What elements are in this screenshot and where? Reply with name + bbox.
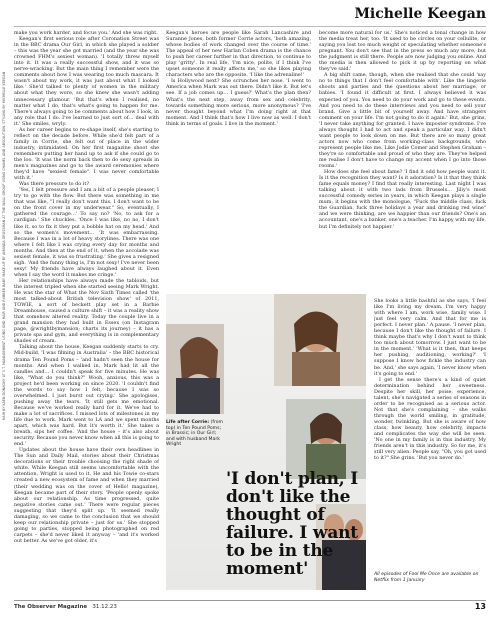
- paragraph: Keegan's first serious role after Coronation Street was in the BBC drama Our Girl, in which she played a soldier – this was the year she got married (and the year she was crowned FHM's sexiest woman). 'I totally threw myself into it. It was a really successful show, and it was so nerve-wracking. But the main thing I remember were the comments about how I was wearing too much mascara. It wasn't about my work, it was just about what I looked like.' She'd talked to plenty of women in the military about what they wore, so she knew she wasn't adding unnecessary glamour. 'But that's when I realised, no matter what I do, that's what's going to happen for me. There's always going to be comments about how I look, in any role that I do. I've learned to just sort of… deal with it.' She smiles, wryly.: [14, 36, 159, 127]
- paragraph: Is Hollywood next? She scrunches her nose. 'I went to America when Mark was out there. Didn't like it. But let's see. If a job comes up… I guess?' What's the plan then? What's the next step, away from sex and celebrity, towards something more serious, more anonymous? 'I've never thought beyond what I'm doing right at that moment. And I think that's how I live now as well. I don't think in terms of goals. I live in the moment.': [166, 78, 311, 127]
- availability-note: All episodes of Fool Me Once are available on Netflix from 1 January: [374, 572, 479, 583]
- article-column-3-top: [319, 30, 486, 295]
- paragraph-question: Was there pressure to do it?: [19, 181, 89, 188]
- photo-credit: HAIR BY KAEN DONAGHY AT S.T. MANAGEMENT USING GHD HAIR AND RUBBER BABY. MAKE-UP BY AMANDA GROSSMAN AT THE WALL GROUP USING CHANEL AND ABSOLUTION. STYLING BY MICHELLE KEEGAN: [2, 71, 6, 420]
- caption-lead: Life after Corrie:: [166, 420, 210, 425]
- paragraph: Keegan's heroes are people like Sarah Lancashire and Suranne Jones, both former Corrie actors, 'both amazing, whose bodies of work changed over the course of time.' The appeal of her new Harlan Coben drama is the chance to push her career further in that direction, to continue to play 'gritty'. In real life, 'I'm nice, polite, if I think I've upset someone it really affects me,' so she likes playing characters who are the opposite. 'I like the adrenaline!': [166, 30, 311, 79]
- caption-text: (from top) in Ten Pound Poms; in Brassic; in Our Girl; and with husband Mark Wright: [166, 420, 224, 448]
- paragraph: Her relationships have always made the tabloids, but the interest tripled when she started seeing Mark Wright. He was the star of What the Nov Sixth Times called 'the most talked-about British television show' of 2011, TOWIE, a sort of beckett play set in a Barbie Dreamhouse, caused a culture shift – it was a reality show that somehow altered reality. Today the couple live in a grand mansion they had built in Essex (on Instagram page, @wrightbymansion; charts its journey) – it has a private spa and gym, and everything is in complementary shades of cream.: [14, 277, 159, 345]
- paragraph: Updates about the house have their own headlines in The Sun and Daily Mail, stories about their Christmas decorations or their trouble choosing the right shade of white. While Keegan still seems uncomfortable with the attention, Wright is used to it. He and his Towie co-stars created a new ecosystem of fame and when they married (their wedding was on the cover of Hello! magazine), Keegan became part of their story. 'People openly spoke about our relationship. As time progressed, quite negative stories came out.' There were regular pieces suggesting that they'd split up. 'It seemed really damaging, so we came to the conclusion that we should keep our relationship private – just for us.' She stopped going to parties, stopped being photographed on red carpets – she'd never liked it anyway – 'and it's worked out better. As we've got older, it's: [14, 447, 159, 544]
- footer-divider: [14, 600, 486, 601]
- article-column-3-bottom: [374, 298, 486, 568]
- photo-caption: [166, 420, 226, 448]
- issue-date: 31.12.23: [92, 604, 117, 610]
- paragraph: I get the sense there's a kind of quiet determination behind her sweetness. Despite her skill, her poise, experience, talent, she's navigated a series of seasons in order to be recognised as a serious actor. Not that she's complaining – she walks through the world smiling, in gratitude, wonder, twinkling. But she is aware of how class, how beauty, how celebrity, impacts and complicates the way she will be seen. 'No one in my family is in this industry. My friends aren't in this industry. So for me, it's still very alien. People say, "Oh, you got used to it?" She grins. 'But you never do.': [374, 376, 486, 462]
- header-divider: [14, 26, 486, 27]
- paragraph: As her career begins to re-shape itself, she's starting to reflect on the decade before. While she'd felt part of a family in Corrie, she felt out of place in the wider industry, intimidated. On her first magazine shoot she remembers putting her hand up to ask if she could go to the loo. 'It was the norm back then to do sexy spreads in men's magazines and go to the award ceremonies where they'd have "sexiest female". I was never comfortable with it.': [14, 126, 159, 182]
- paragraph: 'Yes, I felt pressure and I am a bit of a people pleaser, I try to go with the flow. But there was something in me that was like, "I really don't want this. I don't want to be on the front cover in my underwear." So, eventually, I gathered the courage…' To say no? 'No, to ask for a cardigan.' She chuckles. 'Once I was like, no no, I don't like it, so to fix it they put a bobble hat on my head.' And so the women's movement… 'It was embarrassing. Because I was in a lot of heavy storylines. There was one where I felt like I was crying every day for months and months. And then at the end of it, when the accolade was sexiest female, it was so frustrating.' She gives a resigned sigh. 'And the funny thing is, I'm not sexy! I've never been sexy! My friends have always laughed about it. Even when I say the word it makes me cringe.': [14, 187, 159, 278]
- paragraph: make you work harder, and focus you.' And she was right.: [14, 30, 158, 36]
- article-column-1: [14, 30, 159, 590]
- page-number: 13: [474, 602, 486, 611]
- paragraph: How does she feel about fame? 'I find it odd how people want it. Is it the recognition they want? Is it adoration? Is it that they think fame equals money? I find that really interesting. Last night I was talking about it with two lads from Brussels… Jiliy's most successful comedy series in years, in which Keegan plays a single mum; it begins with the monologue, "Fuck the middle class, fuck the Guardian, fuck three holidays a year and drinking red wine" and we were thinking, are we happier than our friends? One's an accountant, one's a banker, one's a teacher. I'm happy with my life, but I'm definitely not happier.': [319, 169, 486, 230]
- paragraph: become more natural for us.' She's noticed a tonal change in how the media treat her, too. 'It used to be circles on your cellulite, or saying you lost too much weight or speculating whether someone's pregnant. You don't see that in the press so much any more, but the judgment is still there. People are now judging you online. And the media is then allowed to pick it up by reporting on what they've said.': [319, 30, 486, 73]
- paragraph: Talking about the house, Keegan suddenly starts to cry. Mid-build, 'I was filming in Australia' – the BBC historical drama Ten Pound Poms – 'and hadn't seen the house for months. And when I walked in, Mark had lit all the candles and… I couldn't speak for five minutes. He was like, "What do you think?" Wooh, anxious, this was a project he'd been working on since 2020. 'I couldn't find the words to say how I felt, because I was so overwhelmed. I just burst out crying.' She apologises, pushing away the tears. 'It still gets me emotional. Because we've worked really hard for it. We've had to make a lot of sacrifices. I missed lots of milestones in my life due to work. Mark went to LA and we spent months apart, which was hard. But it's worth it.' She takes a breath, sips her coffee. 'And the house – it's also about security. Because you never know when all this is going to end.': [14, 344, 159, 448]
- footer-publication: [14, 604, 117, 610]
- paragraph: She looks a little bashful as she says, 'I feel like I'm living my dream. I'm very happy with where I am, work wise, family wise. I just feel very calm. And that for me is perfect. I never plan.' A pause. 'I never plan, because I don't like the thought of failure. I think maybe that's why I don't want to think too much about tomorrow. I just want to be in the moment.' 'What is it then, that keeps her pushing, auditioning, working?' 'I suppose I know how fickle the industry can be. And,' she says again, 'I never know when it's going to end.': [374, 298, 486, 377]
- page-header-name: Michelle Keegan: [354, 6, 486, 22]
- article-column-2: [166, 30, 311, 288]
- magazine-name: The Observer Magazine: [14, 604, 88, 610]
- pull-quote: 'I don't plan, I don't like the thought of failure. I want to be in the moment': [226, 469, 358, 579]
- paragraph: A big shift came, though, when she realised that she could 'say no to things that I don't feel comfortable with'. Like the lingerie shoots and parties and the questions about her marriage, or babies. 'I found it difficult at first. I always believed it was expected of you. You need to do your work and go to these events. And you need to do these interviews and you need to sell your brand. Give a little bit of yourself away. And have strangers comment on your life. I'm not going to do it again.' But, she grins, 'I never take anything for granted. I have imposter syndrome. I've always thought I had to act and speak a particular way. I didn't want people to look down on me. But there are so many great actors now who come from working-class backgrounds, who represent people like me. Like Jodie Comer and Stephen Graham – they're so comfortable and proud of who they are. They've helped me realise I don't have to change my accent when I go into those rooms.': [319, 72, 486, 170]
